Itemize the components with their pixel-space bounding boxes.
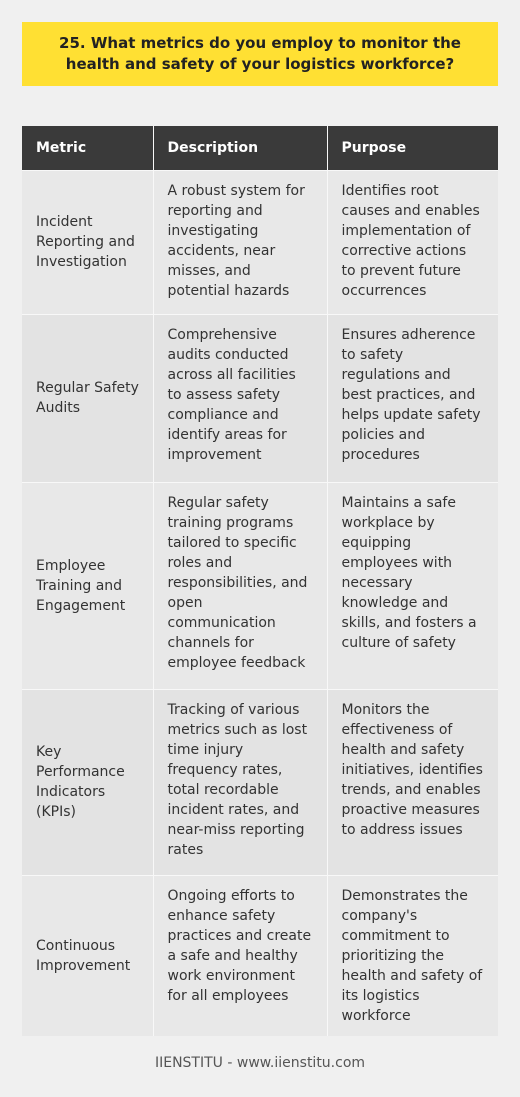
metric-cell: Key Performance Indicators (KPIs) bbox=[22, 689, 153, 875]
description-cell: Tracking of various metrics such as lost time injury frequency rates, total recordable incident rates, and near-miss reporting rates bbox=[153, 689, 327, 875]
header-description: Description bbox=[153, 126, 327, 170]
purpose-cell: Monitors the effectiveness of health and safety initiatives, identifies trends, and enables proactive measures to address issues bbox=[327, 689, 498, 875]
footer-credit: IIENSTITU - www.iienstitu.com bbox=[154, 1055, 366, 1071]
table-row bbox=[22, 314, 498, 482]
table-row bbox=[22, 689, 498, 875]
table-row bbox=[22, 482, 498, 689]
purpose-cell: Demonstrates the company's commitment to prioritizing the health and safety of its logistics workforce bbox=[327, 875, 498, 1036]
header-metric: Metric bbox=[22, 126, 153, 170]
table-header-row bbox=[22, 126, 498, 170]
description-cell: Comprehensive audits conducted across all facilities to assess safety compliance and identify areas for improvement bbox=[153, 314, 327, 482]
table-row bbox=[22, 875, 498, 1036]
title-banner bbox=[22, 22, 498, 86]
purpose-cell: Maintains a safe workplace by equipping employees with necessary knowledge and skills, and fosters a culture of safety bbox=[327, 482, 498, 689]
description-cell: A robust system for reporting and investigating accidents, near misses, and potential hazards bbox=[153, 170, 327, 314]
metric-cell: Continuous Improvement bbox=[22, 875, 153, 1036]
metric-cell: Regular Safety Audits bbox=[22, 314, 153, 482]
purpose-cell: Identifies root causes and enables implementation of corrective actions to prevent future occurrences bbox=[327, 170, 498, 314]
metrics-table bbox=[22, 126, 498, 1036]
purpose-cell: Ensures adherence to safety regulations and best practices, and helps update safety policies and procedures bbox=[327, 314, 498, 482]
table-row bbox=[22, 170, 498, 314]
metric-cell: Incident Reporting and Investigation bbox=[22, 170, 153, 314]
header-purpose: Purpose bbox=[327, 126, 498, 170]
page-title: 25. What metrics do you employ to monitor the health and safety of your logistics workforce? bbox=[59, 34, 461, 73]
description-cell: Ongoing efforts to enhance safety practices and create a safe and healthy work environment for all employees bbox=[153, 875, 327, 1036]
metric-cell: Employee Training and Engagement bbox=[22, 482, 153, 689]
description-cell: Regular safety training programs tailored to specific roles and responsibilities, and open communication channels for employee feedback bbox=[153, 482, 327, 689]
